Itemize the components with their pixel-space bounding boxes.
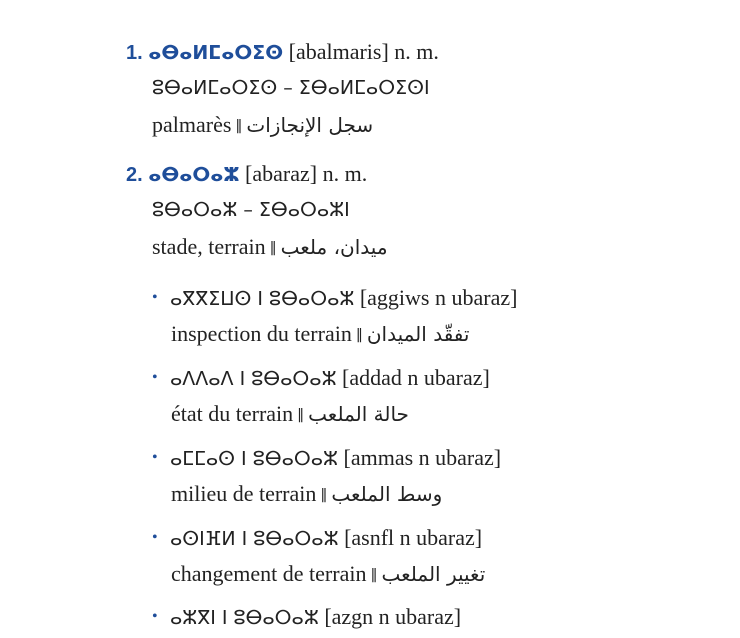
headword-tifinagh: ⴰⴱⴰⵔⴰⵣ: [148, 164, 240, 186]
entry-2-forms: ⵓⴱⴰⵔⴰⵣ – ⵉⴱⴰⵔⴰⵣⵏ: [152, 199, 350, 221]
bullet-icon: •: [152, 529, 158, 546]
separator: ‖: [355, 327, 363, 343]
arabic-translation: ميدان، ملعب: [280, 235, 388, 259]
bullet-icon: •: [152, 289, 158, 306]
french-translation: milieu de terrain: [171, 481, 317, 506]
arabic-translation: تغيير الملعب: [381, 562, 486, 586]
separator: ‖: [297, 407, 305, 423]
separator: ‖: [320, 487, 328, 503]
subentry-4: [152, 524, 482, 553]
subentry-tifinagh: ⴰⴳⴳⵉⵡⵙ ⵏ ⵓⴱⴰⵔⴰⵣ: [170, 288, 355, 310]
subentry-tifinagh: ⴰⵎⵎⴰⵙ ⵏ ⵓⴱⴰⵔⴰⵣ: [170, 448, 338, 470]
bullet-icon: •: [152, 449, 158, 466]
subentry-tifinagh: ⴰⴷⴷⴰⴷ ⵏ ⵓⴱⴰⵔⴰⵣ: [170, 368, 337, 390]
french-translation: état du terrain: [171, 401, 294, 426]
arabic-translation: تفقّد الميدان: [366, 322, 470, 346]
subentry-transliteration: [ammas n ubaraz]: [343, 445, 502, 470]
subentry-4-translation: [171, 560, 485, 589]
arabic-translation: وسط الملعب: [331, 482, 443, 506]
french-translation: inspection du terrain: [171, 321, 352, 346]
entry-1-translation: [152, 111, 373, 140]
subentry-tifinagh: ⴰⵣⴳⵏ ⵏ ⵓⴱⴰⵔⴰⵣ: [170, 607, 319, 629]
subentry-tifinagh: ⴰⵙⵏⴼⵍ ⵏ ⵓⴱⴰⵔⴰⵣ: [170, 528, 339, 550]
subentry-2-translation: [171, 400, 409, 429]
subentry-1: [152, 284, 517, 313]
subentry-3-translation: [171, 480, 442, 509]
subentry-1-translation: [171, 320, 470, 349]
subentry-transliteration: [aggiws n ubaraz]: [359, 285, 518, 310]
separator: ‖: [370, 567, 378, 583]
french-translation: changement de terrain: [171, 561, 367, 586]
entry-1-headline: [126, 38, 439, 67]
grammar-label: n. m.: [394, 39, 439, 64]
subentry-transliteration: [azgn n ubaraz]: [324, 604, 462, 629]
arabic-translation: حالة الملعب: [308, 402, 409, 426]
subentry-3: [152, 444, 501, 473]
grammar-label: n. m.: [322, 161, 368, 186]
entry-1-forms: ⵓⴱⴰⵍⵎⴰⵔⵉⵙ – ⵉⴱⴰⵍⵎⴰⵔⵉⵙⵏ: [152, 77, 430, 99]
transliteration: [abalmaris]: [288, 39, 389, 64]
transliteration: [abaraz]: [245, 161, 318, 186]
bullet-icon: •: [152, 369, 158, 386]
headword-tifinagh: ⴰⴱⴰⵍⵎⴰⵔⵉⵙ: [148, 42, 284, 64]
french-translation: palmarès: [152, 112, 232, 137]
subentry-5: [152, 603, 461, 632]
french-translation: stade, terrain: [152, 234, 266, 259]
entry-2-translation: [152, 233, 388, 262]
arabic-translation: سجل الإنجازات: [246, 113, 374, 137]
entry-2-headline: [126, 160, 367, 189]
entry-number: 1.: [126, 42, 143, 64]
subentry-transliteration: [asnfl n ubaraz]: [344, 525, 483, 550]
separator: ‖: [269, 240, 277, 256]
entry-number: 2.: [126, 164, 143, 186]
subentry-2: [152, 364, 490, 393]
separator: ‖: [235, 118, 243, 134]
bullet-icon: •: [152, 608, 158, 625]
subentry-transliteration: [addad n ubaraz]: [342, 365, 490, 390]
